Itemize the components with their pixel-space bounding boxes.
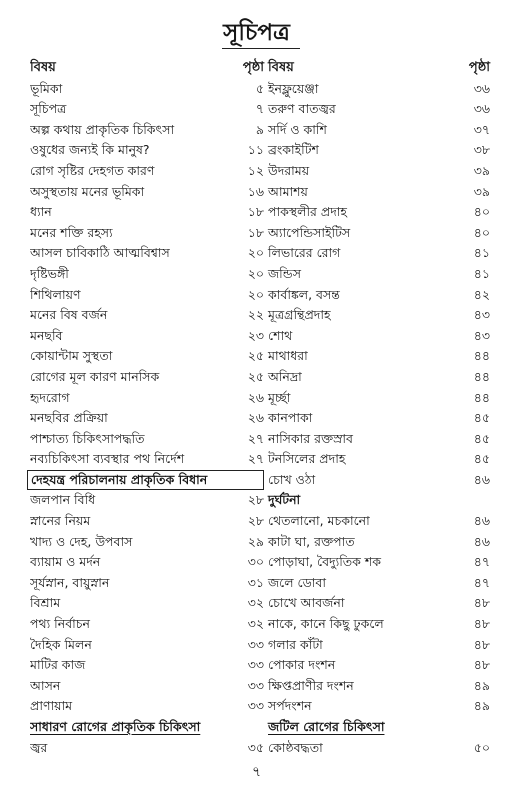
toc-entry-page: ৪৮ — [473, 595, 490, 611]
toc-entry-title: জন্ডিস — [268, 265, 301, 281]
toc-entry-page: ৩৬ — [473, 80, 490, 96]
toc-entry-title: আমাশয় — [268, 183, 308, 199]
toc-entry — [264, 346, 490, 367]
toc-entry — [30, 511, 264, 532]
toc-entry-page: ৩১ — [247, 574, 264, 590]
subject-heading: বিষয় — [268, 60, 294, 75]
toc-entry — [30, 99, 264, 120]
toc-entry — [264, 99, 490, 120]
toc-entry — [30, 738, 264, 759]
toc-entry-page: ৪১ — [473, 245, 490, 261]
toc-entry-page: ২৮ — [247, 513, 264, 529]
toc-entry-page: ৩৩ — [247, 677, 264, 693]
toc-entry-title: রোগ সৃষ্টির দেহগত কারণ — [30, 162, 155, 178]
toc-entry-title: কানপাকা — [268, 410, 313, 426]
toc-entry — [264, 696, 490, 717]
toc-entry — [30, 552, 264, 573]
toc-entries-right — [264, 79, 490, 759]
toc-entry-title: মাথাধরা — [268, 348, 308, 364]
toc-entry-page: ৪১ — [473, 265, 490, 281]
toc-entry-title: মনছবির প্রক্রিয়া — [30, 410, 108, 426]
toc-entry-page: ২৫ — [247, 368, 264, 384]
toc-entry — [30, 140, 264, 161]
toc-entry-page: ৪৬ — [473, 471, 490, 487]
toc-entry-page: ৪৯ — [473, 698, 490, 714]
toc-entry-page: ৩৩ — [247, 698, 264, 714]
toc-entry-page: ৩৭ — [473, 121, 490, 137]
toc-entry-page: ৪৪ — [473, 389, 490, 405]
toc-entry-page: ৩৮ — [473, 142, 490, 158]
toc-entry-title: ইনফ্লুয়েঞ্জা — [268, 80, 319, 96]
toc-entry-page: ২০ — [247, 286, 264, 302]
toc-entry-title: পাকস্থলীর প্রদাহ — [268, 204, 347, 220]
toc-entry-title: মূর্চ্ছা — [268, 389, 291, 405]
toc-section-heading — [264, 490, 490, 511]
toc-entry-title: ব্রংকাইটিশ — [268, 142, 319, 158]
toc-entry-title: নব্যচিকিৎসা ব্যবস্থার পথ নির্দেশ — [30, 451, 185, 467]
toc-entry-title: দৈহিক মিলন — [30, 636, 92, 652]
toc-entry-page: ১১ — [247, 142, 264, 158]
toc-entry-page: ২৯ — [247, 533, 264, 549]
toc-entry — [30, 532, 264, 553]
toc-entry-page: ২৩ — [247, 327, 264, 343]
toc-entry — [30, 676, 264, 697]
toc-entry-title: নাকে, কানে কিছু ঢুকলে — [268, 616, 384, 632]
toc-entry-page: ৩২ — [247, 595, 264, 611]
toc-entry-title: টনসিলের প্রদাহ — [268, 451, 346, 467]
toc-entry-page: ৯ — [255, 121, 264, 137]
toc-entry — [30, 388, 264, 409]
toc-entry-page: ১৮ — [247, 204, 264, 220]
toc-section-heading — [27, 470, 264, 491]
toc-entry-page: ৪৪ — [473, 348, 490, 364]
column-header — [264, 58, 490, 79]
toc-entry-page: ৪৭ — [473, 574, 490, 590]
toc-entry-page: ৩৩ — [247, 636, 264, 652]
toc-entry-page: ২০ — [247, 245, 264, 261]
toc-entry — [264, 552, 490, 573]
toc-entry — [264, 182, 490, 203]
toc-entry-page: ৫ — [255, 80, 264, 96]
toc-entry — [264, 367, 490, 388]
toc-entry-title: কার্বাঙ্কল, বসন্ত — [268, 286, 340, 302]
toc-entry-title: বিশ্রাম — [30, 595, 61, 611]
toc-entry-title: ওষুধের জন্যই কি মানুষ? — [30, 142, 150, 158]
toc-entry — [264, 140, 490, 161]
toc-entry-title: নাসিকার রক্তস্রাব — [268, 430, 354, 446]
toc-entry — [30, 182, 264, 203]
toc-entry — [30, 490, 264, 511]
toc-entry — [264, 408, 490, 429]
toc-entry-page: ৩৯ — [473, 162, 490, 178]
toc-entry-page: ৪০ — [473, 224, 490, 240]
toc-entries-left — [30, 79, 264, 759]
toc-entry-title: গলার কাঁটা — [268, 636, 323, 652]
toc-entry-title: দুর্ঘটনা — [268, 492, 301, 508]
toc-entry-page: ৩৯ — [473, 183, 490, 199]
toc-entry — [264, 161, 490, 182]
toc-entry — [30, 161, 264, 182]
toc-entry — [30, 326, 264, 347]
toc-entry-title: কোয়ান্টাম সুস্থতা — [30, 348, 113, 364]
column-header — [30, 58, 264, 79]
toc-entry-page: ১২ — [247, 162, 264, 178]
toc-entry-title: মনছবি — [30, 327, 63, 343]
toc-entry-title: সর্দি ও কাশি — [268, 121, 327, 137]
toc-entry-page: ১৮ — [247, 224, 264, 240]
toc-entry — [30, 593, 264, 614]
toc-entry — [264, 326, 490, 347]
toc-column-left — [30, 58, 264, 758]
toc-entry-title: মাটির কাজ — [30, 657, 86, 673]
toc-entry-title: সূর্যস্নান, বায়ুস্নান — [30, 574, 110, 590]
toc-entry-page: ৪৮ — [473, 636, 490, 652]
toc-entry-title: কাটা ঘা, রক্তপাত — [268, 533, 355, 549]
toc-entry — [30, 346, 264, 367]
toc-entry-page: ৪৬ — [473, 533, 490, 549]
toc-entry-title: সূচিপত্র — [30, 101, 67, 117]
toc-entry-page: ৩৫ — [247, 739, 264, 755]
toc-entry-title: সর্পদংশন — [268, 698, 312, 714]
toc-entry-page: ৪৮ — [473, 616, 490, 632]
toc-entry-page: ৪০ — [473, 204, 490, 220]
toc-entry — [30, 408, 264, 429]
toc-entry — [264, 388, 490, 409]
toc-entry — [30, 429, 264, 450]
toc-entry-title: সাধারণ রোগের প্রাকৃতিক চিকিৎসা — [30, 719, 201, 734]
toc-entry-title: পথ্য নির্বাচন — [30, 616, 91, 632]
toc-entry-title: স্নানের নিয়ম — [30, 513, 91, 529]
toc-entry — [264, 79, 490, 100]
toc-entry-title: পাশ্চাত্য চিকিৎসাপদ্ধতি — [30, 430, 145, 446]
toc-entry — [264, 511, 490, 532]
toc-entry — [264, 120, 490, 141]
toc-entry-title: দৃষ্টিভঙ্গী — [30, 265, 69, 281]
toc-entry-page: ৪৩ — [473, 307, 490, 323]
toc-entry-page: ৪২ — [473, 286, 490, 302]
toc-entry-page: ৩০ — [247, 554, 264, 570]
toc-entry-title: থেতলানো, মচকানো — [268, 513, 370, 529]
toc-section-heading — [30, 717, 264, 738]
toc-entry-title: মূত্রগ্রন্থিপ্রদাহ — [268, 307, 331, 323]
toc-entry-title: রোগের মূল কারণ মানসিক — [30, 368, 160, 384]
toc-entry-title: চোখ ওঠা — [268, 471, 316, 487]
toc-section-heading — [264, 717, 490, 738]
toc-entry-title: পোড়াঘা, বৈদ্যুতিক শক — [268, 554, 382, 570]
toc-entry — [30, 614, 264, 635]
toc-entry — [264, 573, 490, 594]
toc-entry-title: ধ্যান — [30, 204, 52, 220]
toc-entry-page: ১৬ — [247, 183, 264, 199]
toc-entry-title: উদরাময় — [268, 162, 310, 178]
toc-entry-title: মনের বিষ বর্জন — [30, 307, 108, 323]
toc-entry-title: আসল চাবিকাঠি আত্মবিশ্বাস — [30, 245, 170, 261]
toc-entry — [264, 676, 490, 697]
toc-entry-page: ২৬ — [247, 389, 264, 405]
toc-entry-page: ৪৫ — [473, 410, 490, 426]
toc-entry — [264, 223, 490, 244]
toc-entry-title: পোকার দংশন — [268, 657, 336, 673]
toc-entry — [30, 120, 264, 141]
toc-entry — [264, 429, 490, 450]
toc-entry — [264, 285, 490, 306]
toc-entry-page: ৪৪ — [473, 368, 490, 384]
page-heading: পৃষ্ঠা — [468, 60, 490, 75]
toc-entry-page: ৪৮ — [473, 657, 490, 673]
page-title: সূচিপত্র — [223, 20, 290, 46]
toc-entry — [264, 243, 490, 264]
toc-entry-title: ব্যায়াম ও মর্দন — [30, 554, 101, 570]
toc-entry — [30, 367, 264, 388]
toc-entry-title: শিথিলায়ণ — [30, 286, 81, 302]
subject-heading: বিষয় — [30, 60, 56, 75]
toc-entry-title: হৃদরোগ — [30, 389, 70, 405]
toc-entry-title: অসুস্থতায় মনের ভূমিকা — [30, 183, 145, 199]
toc-entry-page: ৩৩ — [247, 657, 264, 673]
page-number: ৭ — [251, 764, 262, 780]
toc-entry-title: জ্বর — [30, 739, 48, 755]
toc-entry-title: তরুণ বাতজ্বর — [268, 101, 336, 117]
toc-entry-page: ৪৯ — [473, 677, 490, 693]
toc-entry-page: ২৫ — [247, 348, 264, 364]
toc-entry-page: ২২ — [247, 307, 264, 323]
toc-entry-title: ভূমিকা — [30, 80, 63, 96]
toc-entry — [30, 285, 264, 306]
toc-entry-page: ২৭ — [247, 430, 264, 446]
toc-entry-title: জলপান বিধি — [30, 492, 96, 508]
toc-entry-page: ৪৭ — [473, 554, 490, 570]
toc-entry-title: চোখে আবর্জনা — [268, 595, 345, 611]
toc-entry-title: জলে ডোবা — [268, 574, 326, 590]
toc-entry — [30, 655, 264, 676]
toc-entry-title: আসন — [30, 677, 61, 693]
toc-entry — [264, 532, 490, 553]
toc-entry — [30, 264, 264, 285]
toc-entry-title: অনিদ্রা — [268, 368, 302, 384]
title-underline — [222, 48, 300, 49]
toc-entry-page: ২৭ — [247, 451, 264, 467]
toc-entry-page: ৩৬ — [473, 101, 490, 117]
toc-entry — [264, 635, 490, 656]
toc-entry — [30, 202, 264, 223]
page-heading: পৃষ্ঠা — [242, 60, 264, 75]
toc-entry — [30, 243, 264, 264]
toc-entry — [264, 449, 490, 470]
toc-entry-title: মনের শক্তি রহস্য — [30, 224, 113, 240]
toc-entry — [30, 305, 264, 326]
toc-entry — [264, 305, 490, 326]
toc-entry — [264, 264, 490, 285]
toc-entry-title: কোষ্ঠবদ্ধতা — [268, 739, 323, 755]
toc-entry-title: ক্ষিপ্তপ্রাণীর দংশন — [268, 677, 354, 693]
toc-entry-page: ২৮ — [247, 492, 264, 508]
toc-entry — [30, 449, 264, 470]
toc-entry-title: জটিল রোগের চিকিৎসা — [268, 719, 385, 734]
toc-entry-page: ৪৬ — [473, 513, 490, 529]
toc-entry — [30, 696, 264, 717]
toc-entry — [30, 573, 264, 594]
toc-entry — [264, 593, 490, 614]
toc-entry — [30, 223, 264, 244]
toc-entry-title: প্রাণায়াম — [30, 698, 73, 714]
toc-entry — [264, 655, 490, 676]
toc-entry-title: অল্প কথায় প্রাকৃতিক চিকিৎসা — [30, 121, 175, 137]
toc-entry-page: ৪৩ — [473, 327, 490, 343]
toc-entry-title: খাদ্য ও দেহ, উপবাস — [30, 533, 133, 549]
toc-entry-page: ২০ — [247, 265, 264, 281]
toc-entry-page: ৩২ — [247, 616, 264, 632]
toc-entry-page: ৪৫ — [473, 451, 490, 467]
toc-entry — [264, 470, 490, 491]
toc-entry-title: দেহযন্ত্র পরিচালনায় প্রাকৃতিক বিধান — [31, 471, 208, 487]
toc-column-right — [264, 58, 490, 758]
toc-entry-title: অ্যাপেন্ডিসাইটিস — [268, 224, 351, 240]
toc-entry-page: ২৬ — [247, 410, 264, 426]
toc-entry — [264, 202, 490, 223]
toc-entry-page: ৪৫ — [473, 430, 490, 446]
toc-entry-title: লিভারের রোগ — [268, 245, 341, 261]
toc-entry — [264, 738, 490, 759]
toc-entry — [30, 635, 264, 656]
toc-entry-title: শোথ — [268, 327, 293, 343]
toc-entry — [30, 79, 264, 100]
toc-entry — [264, 614, 490, 635]
toc-entry-page: ৫০ — [473, 739, 490, 755]
toc-entry-page: ৭ — [255, 101, 264, 117]
